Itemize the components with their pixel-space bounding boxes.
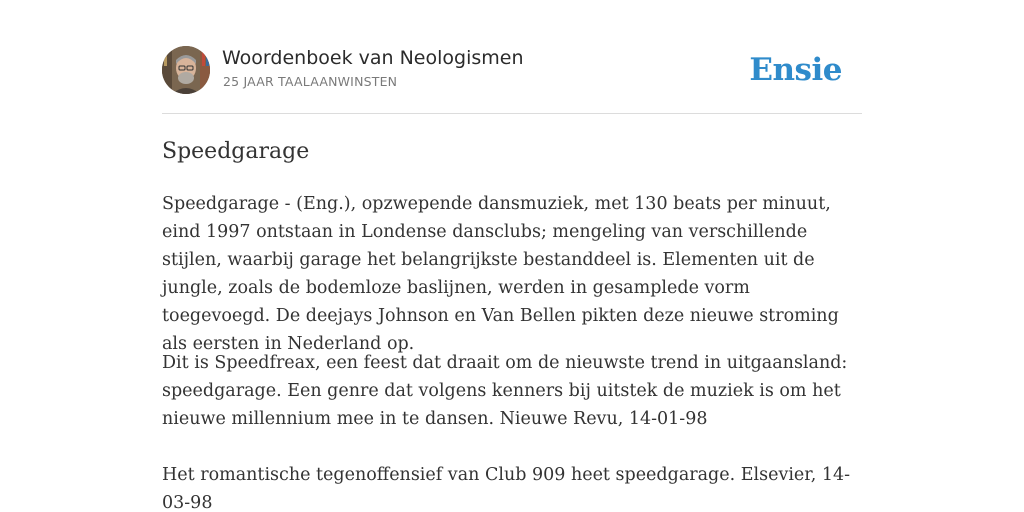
entry-headword: Speedgarage [162, 139, 310, 164]
source-subtitle: 25 JAAR TAALAANWINSTEN [223, 74, 398, 89]
entry-definition: Speedgarage - (Eng.), opzwepende dansmuziek, met 130 beats per minuut, eind 1997 ontstaan in Londense dansclubs; mengeling van verschillende stijlen, waarbij garage het belangrijkste bestanddeel is. Elementen uit de jungle, zoals de bodemloze baslijnen, werden in gesamplede vorm toegevoegd. De deejays Johnson en Van Bellen pikten deze nieuwe stroming als eersten in Nederland op. [162, 194, 839, 354]
entry-quote: Dit is Speedfreax, een feest dat draait om de nieuwste trend in uitgaansland: speedgarage. Een genre dat volgens kenners bij uitstek de muziek is om het nieuwe millennium mee in te dansen. Nieuwe Revu, 14-01-98 [162, 353, 848, 429]
entry-quote: Het romantische tegenoffensief van Club 909 heet speedgarage. Elsevier, 14-03-98 [162, 465, 851, 512]
portrait-icon [162, 46, 210, 94]
author-avatar[interactable] [162, 46, 210, 94]
brand-logo[interactable]: Ensie [749, 52, 842, 88]
source-title[interactable]: Woordenboek van Neologismen [222, 47, 524, 69]
header-divider [162, 113, 862, 114]
source-header [162, 46, 862, 96]
